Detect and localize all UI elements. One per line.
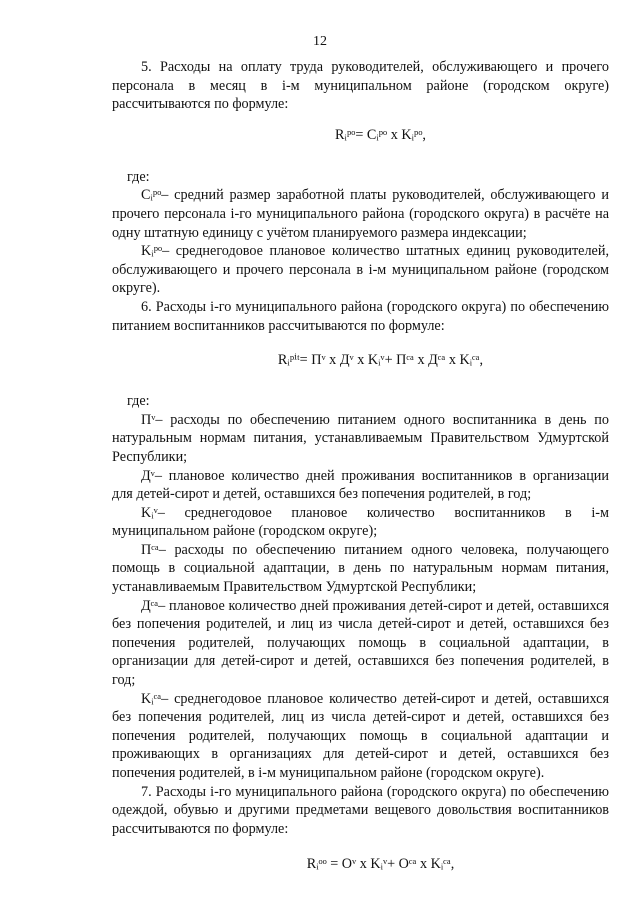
definition-p-ca: Пᶜᵃ– расходы по обеспечению питанием одного человека, получающего помощь в социальной адаптации, в день по натуральным нормам питания, устанавливаемым Правительством Удмуртской Республики; — [112, 541, 609, 596]
definition-d-v: Дᵛ– плановое количество дней проживания воспитанников в организации для детей-сирот и детей, оставшихся без попечения родителей, в год; — [112, 467, 609, 503]
definition-c-po: Cᵢᵖᵒ– средний размер заработной платы руководителей, обслуживающего и прочего персонала i-го муниципального района (городского округа) в расчёте на одну штатную единицу с учётом планируемого размера индексации; — [112, 187, 609, 241]
definition-d-ca: Дᶜᵃ– плановое количество дней проживания детей-сирот и детей, оставшихся без попечения родителей, и лиц из числа детей-сирот и детей, оставшихся без попечения родителей, получающих помощь в социальной адаптации, в организации для детей-сирот и детей, оставшихся без попечения родителей, в год; — [112, 597, 609, 689]
formula-labor-costs: Rᵢᵖᵒ= Cᵢᵖᵒ x Kᵢᵖᵒ, — [335, 126, 426, 143]
where-label: где: — [127, 393, 150, 410]
formula-food-costs: Rᵢᵖⁱᵗ= Пᵛ x Дᵛ x Kᵢᵛ+ Пᶜᵃ x Дᶜᵃ x Kᵢᶜᵃ, — [277, 352, 484, 369]
definition-k-ca: Kᵢᶜᵃ– среднегодовое плановое количество детей-сирот и детей, оставшихся без попечения родителей, лиц из числа детей-сирот и детей, оставшихся без попечения родителей, получающих помощь в социальной адаптации и проживающих в организациях для детей-сирот и детей, оставшихся без попечения родителей, в i-м муниципальном районе (городском округе). — [112, 690, 609, 781]
page-number: 12 — [313, 34, 327, 49]
section-6-intro: 6. Расходы i-го муниципального района (городского округа) по обеспечению питанием воспитанников рассчитываются по формуле: — [112, 298, 609, 334]
section-7-intro: 7. Расходы i-го муниципального района (городского округа) по обеспечению одеждой, обувью и другими предметами вещевого довольствия воспитанников рассчитываются по формуле: — [112, 783, 609, 837]
document-body — [112, 58, 609, 874]
definition-k-v: Kᵢᵛ– среднегодовое плановое количество воспитанников в i-м муниципальном районе (городском округе); — [112, 504, 609, 540]
formula-clothing-costs: Rᵢᵒᵒ = Oᵛ x Kᵢᵛ+ Oᶜᵃ x Kᵢᶜᵃ, — [306, 856, 455, 873]
section-5-intro: 5. Расходы на оплату труда руководителей, обслуживающего и прочего персонала в месяц в i-м муниципальном районе (городском округе) рассчитываются по формуле: — [112, 59, 609, 113]
definition-p-v: Пᵛ– расходы по обеспечению питанием одного воспитанника в день по натуральным нормам питания, устанавливаемым Правительством Удмуртской Республики; — [112, 411, 609, 465]
where-label: где: — [127, 168, 150, 185]
definition-k-po: Kᵢᵖᵒ– среднегодовое плановое количество штатных единиц руководителей, обслуживающего и прочего персонала в i-м муниципальном районе (городском округе). — [112, 243, 609, 297]
